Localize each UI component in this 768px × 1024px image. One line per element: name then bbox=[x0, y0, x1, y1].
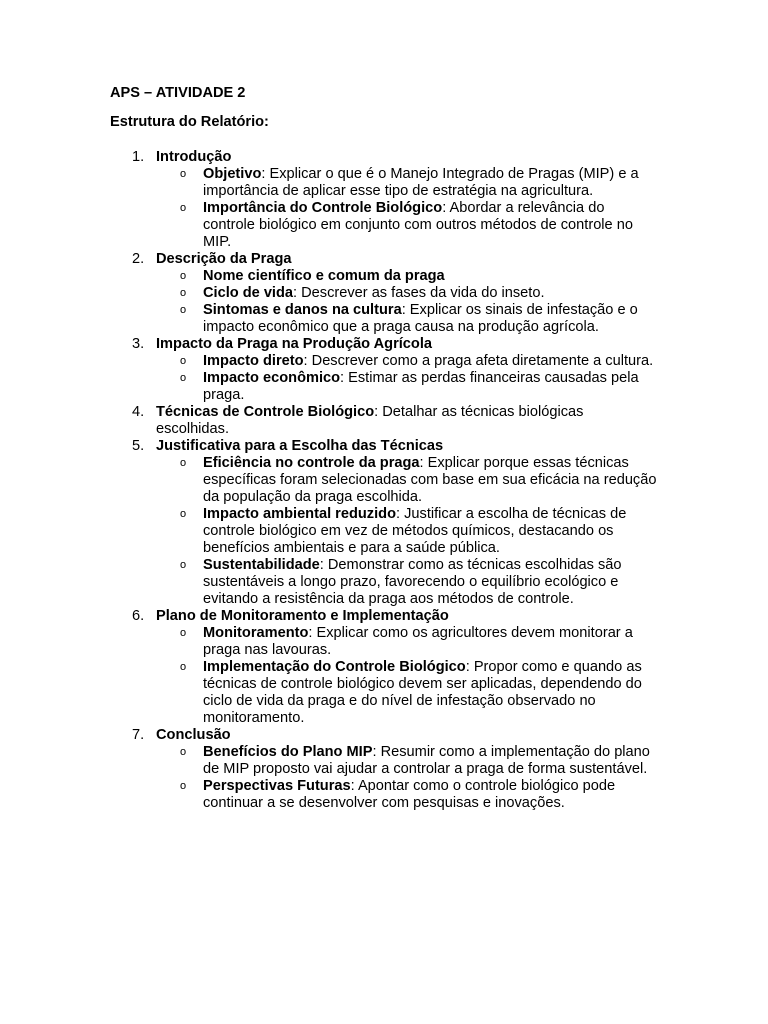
subitem-text: : Estimar as perdas financeiras causadas pela praga. bbox=[203, 370, 639, 403]
bullet-icon: o bbox=[180, 780, 187, 792]
section-heading: Técnicas de Controle Biológico bbox=[156, 404, 375, 420]
subitem bbox=[156, 557, 660, 608]
subitem-term: Benefícios do Plano MIP bbox=[203, 744, 373, 760]
section-item bbox=[110, 251, 660, 336]
subitem-list bbox=[156, 268, 660, 336]
subitem bbox=[156, 744, 660, 778]
section-list bbox=[110, 149, 660, 812]
subitem-text: : Explicar o que é o Manejo Integrado de Pragas (MIP) e a importância de aplicar esse tipo de estratégia na agricultura. bbox=[203, 166, 639, 199]
section-number: 4. bbox=[132, 404, 145, 420]
subitem-text: : Descrever como a praga afeta diretamente a cultura. bbox=[303, 353, 654, 369]
section-heading: Impacto da Praga na Produção Agrícola bbox=[156, 336, 432, 352]
subitem-term: Perspectivas Futuras bbox=[203, 778, 351, 794]
subitem-term: Importância do Controle Biológico bbox=[203, 200, 443, 216]
section-number: 1. bbox=[132, 149, 145, 165]
bullet-icon: o bbox=[180, 287, 187, 299]
section-item bbox=[110, 608, 660, 727]
section-number: 6. bbox=[132, 608, 145, 624]
subitem-term: Sustentabilidade bbox=[203, 557, 320, 573]
subitem-text: : Abordar a relevância do controle biológico em conjunto com outros métodos de controle no MIP. bbox=[203, 200, 633, 250]
subitem bbox=[156, 455, 660, 506]
subitem-term: Eficiência no controle da praga bbox=[203, 455, 420, 471]
subitem-text: : Explicar porque essas técnicas específicas foram selecionadas com base em sua eficácia na redução da população da praga escolhida. bbox=[203, 455, 657, 505]
section-item bbox=[110, 727, 660, 812]
subitem-list bbox=[156, 353, 660, 404]
bullet-icon: o bbox=[180, 168, 187, 180]
bullet-icon: o bbox=[180, 508, 187, 520]
bullet-icon: o bbox=[180, 457, 187, 469]
bullet-icon: o bbox=[180, 372, 187, 384]
section-number: 3. bbox=[132, 336, 145, 352]
subitem-text: : Demonstrar como as técnicas escolhidas são sustentáveis a longo prazo, favorecendo o equilíbrio ecológico e evitando a resistência da praga aos métodos de controle. bbox=[203, 557, 622, 607]
bullet-icon: o bbox=[180, 559, 187, 571]
subitem-text: : Explicar os sinais de infestação e o impacto econômico que a praga causa na produção agrícola. bbox=[203, 302, 638, 335]
bullet-icon: o bbox=[180, 355, 187, 367]
subitem bbox=[156, 166, 660, 200]
subitem-text: : Propor como e quando as técnicas de controle biológico devem ser aplicadas, dependendo do ciclo de vida da praga e do nível de infestação observado no monitoramento. bbox=[203, 659, 642, 726]
section-heading: Conclusão bbox=[156, 727, 231, 743]
section-heading: Justificativa para a Escolha das Técnicas bbox=[156, 438, 444, 454]
bullet-icon: o bbox=[180, 627, 187, 639]
subitem-text: : Apontar como o controle biológico pode continuar a se desenvolver com pesquisas e inovações. bbox=[203, 778, 616, 811]
document-title: APS – ATIVIDADE 2 bbox=[110, 85, 246, 101]
subitem-term: Impacto ambiental reduzido bbox=[203, 506, 396, 522]
subitem bbox=[156, 285, 660, 302]
document-subtitle: Estrutura do Relatório: bbox=[110, 114, 269, 130]
subitem-term: Implementação do Controle Biológico bbox=[203, 659, 466, 675]
document-page bbox=[110, 85, 670, 811]
subitem bbox=[156, 268, 660, 285]
subitem-term: Nome científico e comum da praga bbox=[203, 268, 445, 284]
section-description: : Detalhar as técnicas biológicas escolhidas. bbox=[156, 404, 584, 437]
section-item bbox=[110, 404, 660, 438]
section-number: 5. bbox=[132, 438, 145, 454]
section-item bbox=[110, 438, 660, 608]
subitem-text: : Descrever as fases da vida do inseto. bbox=[293, 285, 545, 301]
subitem bbox=[156, 200, 660, 251]
section-number: 2. bbox=[132, 251, 145, 267]
section-heading: Plano de Monitoramento e Implementação bbox=[156, 608, 449, 624]
section-item bbox=[110, 149, 660, 251]
subitem bbox=[156, 506, 660, 557]
bullet-icon: o bbox=[180, 270, 187, 282]
bullet-icon: o bbox=[180, 202, 187, 214]
subitem bbox=[156, 778, 660, 812]
subitem-text: : Explicar como os agricultores devem monitorar a praga nas lavouras. bbox=[203, 625, 633, 658]
subitem-list bbox=[156, 166, 660, 251]
bullet-icon: o bbox=[180, 661, 187, 673]
section-item bbox=[110, 336, 660, 404]
subitem-term: Objetivo bbox=[203, 166, 262, 182]
subitem-text: : Justificar a escolha de técnicas de controle biológico em vez de métodos químicos, destacando os benefícios ambientais e para a saúde pública. bbox=[203, 506, 627, 556]
subitem bbox=[156, 302, 660, 336]
subitem-term: Monitoramento bbox=[203, 625, 309, 641]
subitem-list bbox=[156, 455, 660, 608]
subitem bbox=[156, 370, 660, 404]
bullet-icon: o bbox=[180, 304, 187, 316]
section-heading: Introdução bbox=[156, 149, 232, 165]
subitem-term: Impacto econômico bbox=[203, 370, 341, 386]
subitem-list bbox=[156, 744, 660, 812]
subitem-list bbox=[156, 625, 660, 727]
subitem-term: Ciclo de vida bbox=[203, 285, 294, 301]
subitem bbox=[156, 659, 660, 727]
subitem-term: Sintomas e danos na cultura bbox=[203, 302, 402, 318]
subitem-text: : Resumir como a implementação do plano de MIP proposto vai ajudar a controlar a praga de forma sustentável. bbox=[203, 744, 650, 777]
subitem-term: Impacto direto bbox=[203, 353, 304, 369]
section-number: 7. bbox=[132, 727, 145, 743]
section-heading: Descrição da Praga bbox=[156, 251, 292, 267]
subitem bbox=[156, 625, 660, 659]
subitem bbox=[156, 353, 660, 370]
bullet-icon: o bbox=[180, 746, 187, 758]
